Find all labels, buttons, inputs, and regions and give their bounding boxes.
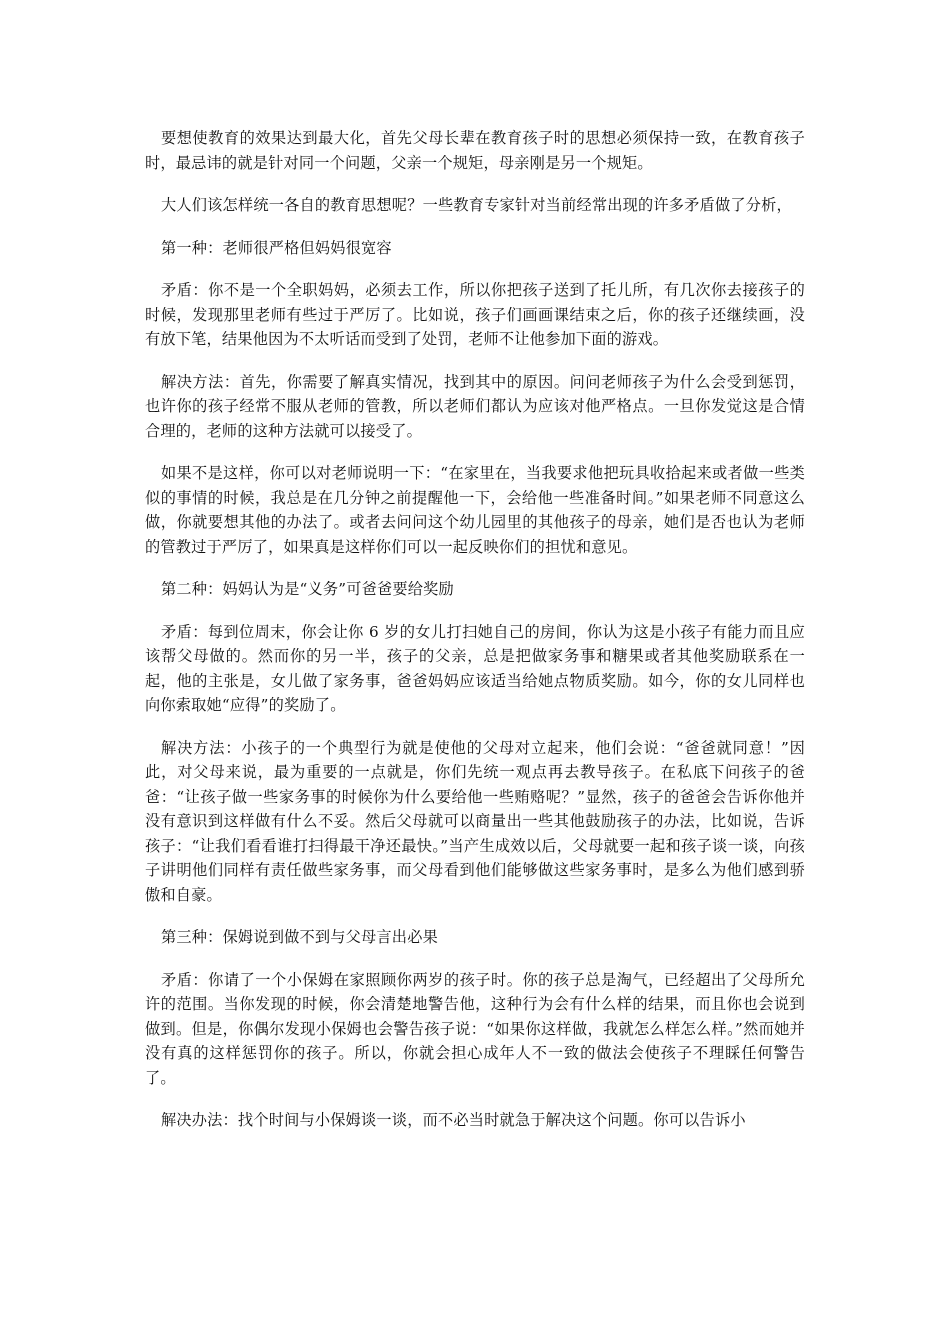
paragraph-conflict-2: 矛盾：每到位周末，你会让你 6 岁的女儿打扫她自己的房间，你认为这是小孩子有能力而且应该帮父母做的。然而你的另一半，孩子的父亲，总是把做家务事和糖果或者其他奖励联系在一起，他的主张是，女儿做了家务事，爸爸妈妈应该适当给她点物质奖励。如今，你的女儿同样也向你索取她“应得”的奖励了。 — [145, 622, 805, 714]
paragraph-solution-1-alt: 如果不是这样，你可以对老师说明一下：“在家里在，当我要求他把玩具收拾起来或者做一些类似的事情的时候，我总是在几分钟之前提醒他一下，会给他一些准备时间。”如果老师不同意这么做，你就要想其他的办法了。或者去问问这个幼儿园里的其他孩子的母亲，她们是否也认为老师的管教过于严厉了，如果真是这样你们可以一起反映你们的担忧和意见。 — [145, 464, 805, 556]
paragraph-conflict-1: 矛盾：你不是一个全职妈妈，必须去工作，所以你把孩子送到了托儿所，有几次你去接孩子的时候，发现那里老师有些过于严厉了。比如说，孩子们画画课结束之后，你的孩子还继续画，没有放下笔，结果他因为不太听话而受到了处罚，老师不让他参加下面的游戏。 — [145, 281, 805, 348]
paragraph-question: 大人们该怎样统一各自的教育思想呢？一些教育专家针对当前经常出现的许多矛盾做了分析， — [161, 196, 792, 214]
paragraph-solution-1: 解决方法：首先，你需要了解真实情况，找到其中的原因。问问老师孩子为什么会受到惩罚，也许你的孩子经常不服从老师的管教，所以老师们都认为应该对他严格点。一旦你发觉这是合情合理的，老师的这种方法就可以接受了。 — [145, 372, 805, 440]
paragraph-conflict-3: 矛盾：你请了一个小保姆在家照顾你两岁的孩子时。你的孩子总是淘气，已经超出了父母所允许的范围。当你发现的时候，你会清楚地警告他，这种行为会有什么样的结果，而且你也会说到做到。但是，你偶尔发现小保姆也会警告孩子说：“如果你这样做，我就怎么样怎么样。”然而她并没有真的这样惩罚你的孩子。所以，你就会担心成年人不一致的做法会使孩子不理睬任何警告了。 — [145, 970, 805, 1087]
paragraph-solution-3: 解决办法：找个时间与小保姆谈一谈，而不必当时就急于解决这个问题。你可以告诉小 — [161, 1111, 746, 1129]
document-page — [145, 126, 805, 1151]
section-heading-3: 第三种：保姆说到做不到与父母言出必果 — [161, 928, 438, 946]
section-heading-1: 第一种：老师很严格但妈妈很宽容 — [161, 238, 392, 257]
paragraph-intro: 要想使教育的效果达到最大化，首先父母长辈在教育孩子时的思想必须保持一致，在教育孩子时，最忌讳的就是针对同一个问题，父亲一个规矩，母亲刚是另一个规矩。 — [145, 129, 805, 172]
paragraph-solution-2: 解决方法：小孩子的一个典型行为就是使他的父母对立起来，他们会说：“爸爸就同意！”因此，对父母来说，最为重要的一点就是，你们先统一观点再去教导孩子。在私底下问孩子的爸爸：“让孩子做一些家务事的时候你为什么要给他一些贿赂呢？”显然，孩子的爸爸会告诉你他并没有意识到这样做有什么不妥。然后父母就可以商量出一些其他鼓励孩子的办法，比如说，告诉孩子：“让我们看看谁打扫得最干净还最快。”当产生成效以后，父母就要一起和孩子谈一谈，向孩子讲明他们同样有责任做些家务事，而父母看到他们能够做这些家务事时，是多么为他们感到骄傲和自豪。 — [145, 738, 805, 904]
section-heading-2: 第二种：妈妈认为是“义务”可爸爸要给奖励 — [161, 580, 454, 598]
